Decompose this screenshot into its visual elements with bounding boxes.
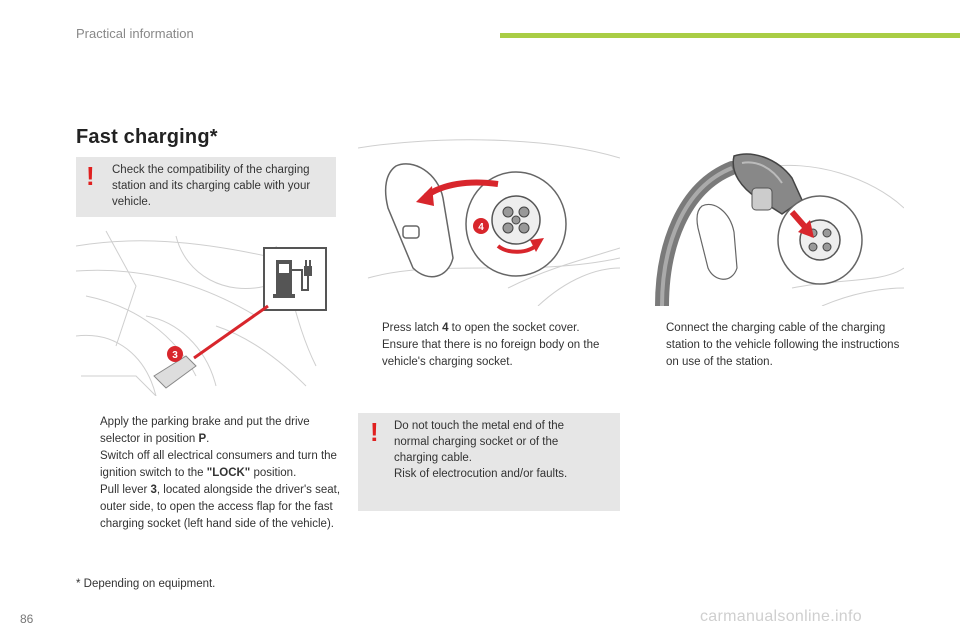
footnote: * Depending on equipment.	[76, 578, 216, 590]
list-item: Press latch 4 to open the socket cover.	[382, 322, 580, 334]
warning-box-electrocution	[358, 413, 620, 511]
page-title: Fast charging*	[76, 126, 218, 148]
illustration-socket-cover	[358, 128, 620, 306]
warning-line: Do not touch the metal end of the normal charging socket or of the charging cable.	[394, 420, 565, 464]
illustration-interior-lever	[76, 226, 336, 396]
list-item: Apply the parking brake and put the drive selector in position P.	[100, 416, 310, 445]
illustration-charging-connector	[642, 128, 904, 306]
fast-charge-symbol-frame	[264, 248, 326, 310]
watermark: carmanualsonline.info	[700, 608, 862, 625]
steps-left	[76, 414, 340, 533]
interior-lever-drawing	[76, 226, 336, 396]
warning-line: Risk of electrocution and/or faults.	[394, 468, 568, 480]
warning-text: Check the compatibility of the charging station and its charging cable with your vehicle.	[112, 164, 311, 208]
list-item: Connect the charging cable of the charging station to the vehicle following the instructions on use of the station.	[666, 322, 900, 368]
steps-middle	[358, 320, 620, 371]
list-item: Ensure that there is no foreign body on the vehicle's charging socket.	[382, 339, 600, 368]
callout-4-label: 4	[478, 222, 484, 233]
arrow-lever-to-symbol	[194, 306, 268, 358]
accent-bar	[500, 33, 960, 38]
list-item: Pull lever 3, located alongside the driver's seat, outer side, to open the access flap for the fast charging socket (left hand side of the vehicle).	[100, 484, 341, 530]
section-header: Practical information	[76, 26, 194, 41]
list-item: Switch off all electrical consumers and turn the ignition switch to the "LOCK" position.	[100, 450, 337, 479]
socket-cover-drawing	[358, 128, 620, 306]
charging-connector-drawing	[642, 128, 904, 306]
warning-icon: !	[86, 161, 95, 191]
callout-3-label: 3	[172, 350, 178, 361]
connector-grip	[752, 188, 772, 210]
steps-right	[642, 320, 904, 371]
warning-box-compatibility	[76, 157, 336, 217]
page-number: 86	[20, 612, 34, 626]
access-flap	[386, 164, 453, 277]
warning-text	[394, 418, 594, 482]
warning-icon: !	[370, 417, 379, 447]
